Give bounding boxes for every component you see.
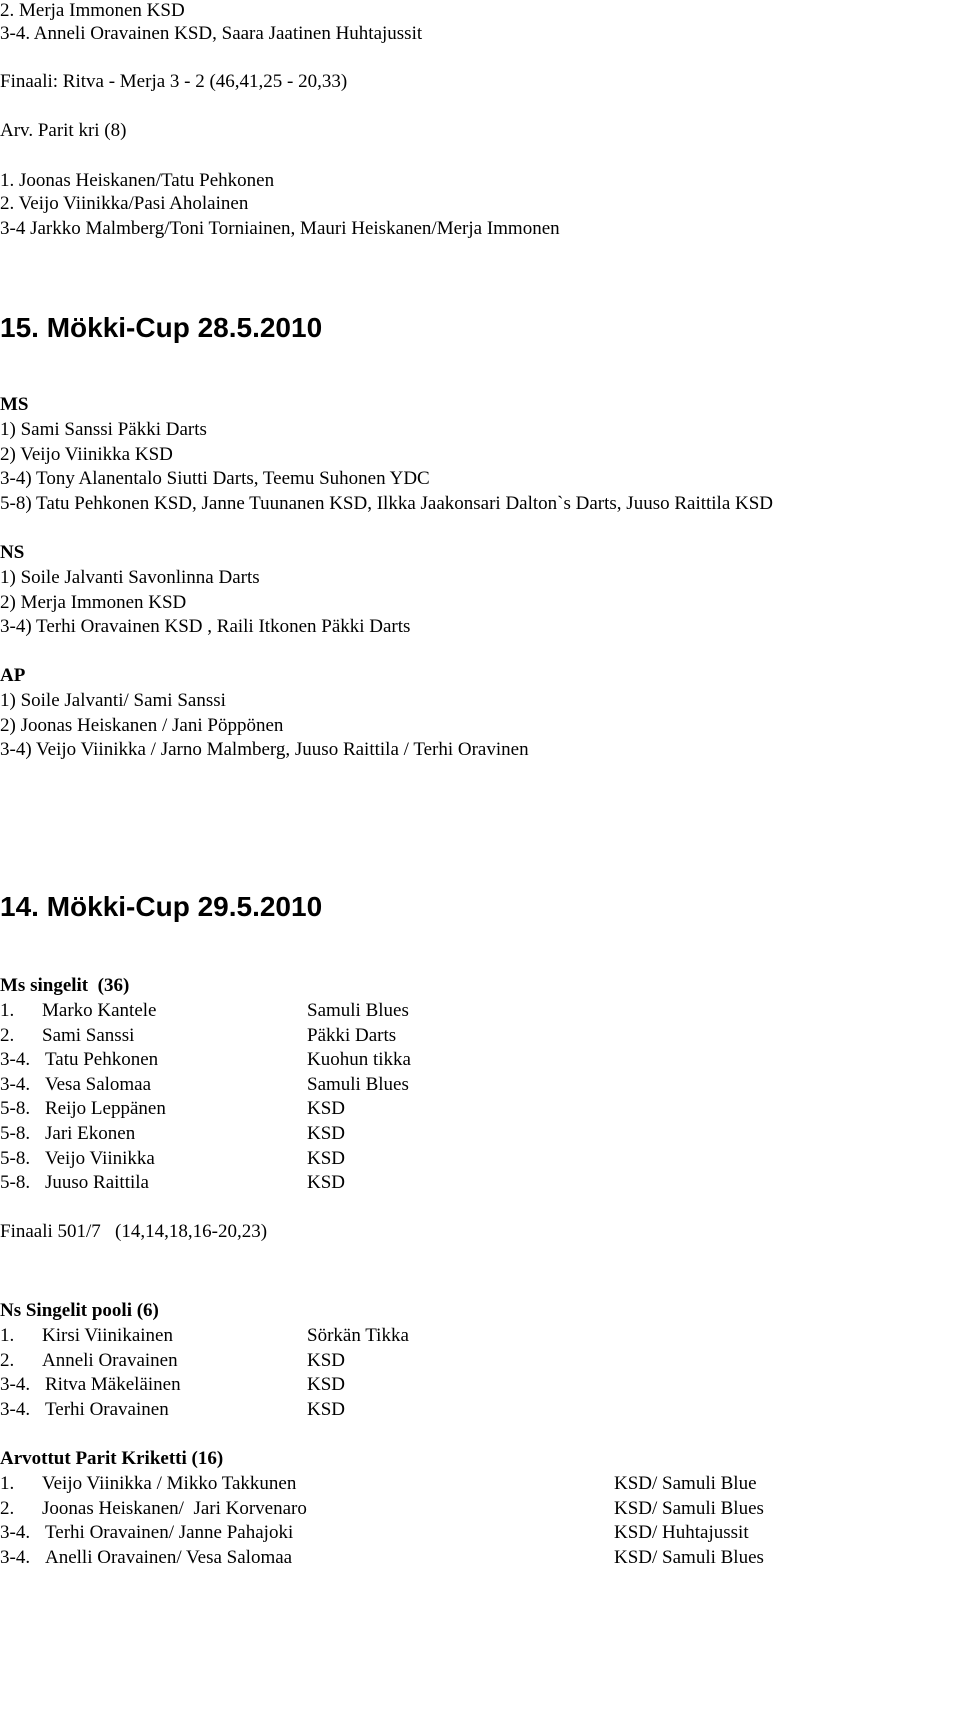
result-club: KSD (307, 1098, 346, 1120)
result-rank: 2. (0, 1349, 15, 1371)
result-rank: 2. (0, 1497, 15, 1519)
result-rank: 5-8. (0, 1147, 31, 1169)
result-rank: 5-8. (0, 1098, 31, 1120)
result-club: KSD (307, 1349, 346, 1371)
result-club: Päkki Darts (307, 1024, 397, 1046)
result-name: Veijo Viinikka (45, 1147, 155, 1169)
result-club: Samuli Blues (307, 1000, 409, 1021)
category-heading: Ms singelit (36) (0, 975, 130, 996)
result-line: 3-4) Veijo Viinikka / Jarno Malmberg, Juuso Raittila / Terhi Oravinen (0, 739, 529, 760)
result-club: KSD (307, 1374, 346, 1396)
result-name: Joonas Heiskanen/ Jari Korvenaro (42, 1497, 307, 1519)
result-line: 2) Merja Immonen KSD (0, 592, 187, 613)
result-club: KSD/ Samuli Blues (614, 1497, 764, 1519)
category-heading: Ns Singelit pooli (6) (0, 1300, 159, 1321)
result-name: Jari Ekonen (45, 1123, 136, 1144)
result-name: Anneli Oravainen (42, 1349, 178, 1371)
result-line: 2) Veijo Viinikka KSD (0, 444, 173, 465)
text-line: 2. Veijo Viinikka/Pasi Aholainen (0, 193, 249, 214)
section-title: 15. Mökki-Cup 28.5.2010 (0, 312, 323, 343)
result-club: Sörkän Tikka (307, 1325, 409, 1346)
result-rank: 3-4. (0, 1073, 31, 1095)
result-name: Ritva Mäkeläinen (45, 1374, 181, 1396)
result-club: Kuohun tikka (307, 1049, 411, 1071)
result-rank: 3-4. (0, 1049, 31, 1071)
category-heading: Arvottut Parit Kriketti (16) (0, 1448, 224, 1469)
result-name: Terhi Oravainen (45, 1398, 169, 1420)
result-rank: 3-4. (0, 1546, 31, 1568)
result-name: Veijo Viinikka / Mikko Takkunen (42, 1473, 297, 1494)
result-rank: 2. (0, 1024, 15, 1046)
section-title: 14. Mökki-Cup 29.5.2010 (0, 891, 323, 922)
category-heading: AP (0, 665, 26, 686)
final-score: Finaali 501/7 (14,14,18,16-20,23) (0, 1221, 268, 1242)
result-name: Anelli Oravainen/ Vesa Salomaa (45, 1546, 293, 1568)
result-line: 2) Joonas Heiskanen / Jani Pöppönen (0, 715, 284, 736)
result-name: Marko Kantele (42, 1000, 157, 1021)
result-club: KSD (307, 1147, 346, 1169)
text-line: 3-4 Jarkko Malmberg/Toni Torniainen, Mauri Heiskanen/Merja Immonen (0, 218, 560, 239)
result-name: Terhi Oravainen/ Janne Pahajoki (45, 1522, 294, 1544)
result-line: 3-4) Tony Alanentalo Siutti Darts, Teemu Suhonen YDC (0, 468, 430, 489)
text-line: 2. Merja Immonen KSD (0, 0, 185, 21)
result-rank: 1. (0, 1000, 15, 1021)
result-club: Samuli Blues (307, 1073, 409, 1095)
result-rank: 5-8. (0, 1123, 31, 1144)
result-club: KSD (307, 1123, 346, 1144)
result-club: KSD (307, 1172, 346, 1194)
result-line: 1) Soile Jalvanti/ Sami Sanssi (0, 690, 226, 711)
result-rank: 3-4. (0, 1398, 31, 1420)
result-name: Tatu Pehkonen (45, 1049, 159, 1071)
result-rank: 1. (0, 1325, 15, 1346)
result-club: KSD (307, 1398, 346, 1420)
category-heading: NS (0, 542, 25, 563)
text-line: 3-4. Anneli Oravainen KSD, Saara Jaatinen Huhtajussit (0, 23, 423, 44)
result-name: Juuso Raittila (45, 1172, 149, 1194)
result-line: 3-4) Terhi Oravainen KSD , Raili Itkonen Päkki Darts (0, 616, 411, 637)
result-rank: 5-8. (0, 1172, 31, 1194)
text-line: 1. Joonas Heiskanen/Tatu Pehkonen (0, 170, 275, 191)
result-line: 1) Soile Jalvanti Savonlinna Darts (0, 567, 260, 588)
result-name: Sami Sanssi (42, 1024, 135, 1046)
result-rank: 3-4. (0, 1522, 31, 1544)
result-club: KSD/ Samuli Blue (614, 1473, 757, 1494)
result-name: Vesa Salomaa (45, 1073, 152, 1095)
result-name: Kirsi Viinikainen (42, 1325, 173, 1346)
result-line: 5-8) Tatu Pehkonen KSD, Janne Tuunanen KSD, Ilkka Jaakonsari Dalton`s Darts, Juuso Raittila KSD (0, 493, 774, 514)
result-line: 1) Sami Sanssi Päkki Darts (0, 419, 207, 440)
result-rank: 1. (0, 1473, 15, 1494)
result-rank: 3-4. (0, 1374, 31, 1396)
result-club: KSD/ Samuli Blues (614, 1546, 764, 1568)
result-club: KSD/ Huhtajussit (614, 1522, 749, 1544)
result-name: Reijo Leppänen (45, 1098, 166, 1120)
text-line: Arv. Parit kri (8) (0, 120, 127, 141)
category-heading: MS (0, 394, 29, 415)
text-line: Finaali: Ritva - Merja 3 - 2 (46,41,25 - 20,33) (0, 71, 348, 92)
